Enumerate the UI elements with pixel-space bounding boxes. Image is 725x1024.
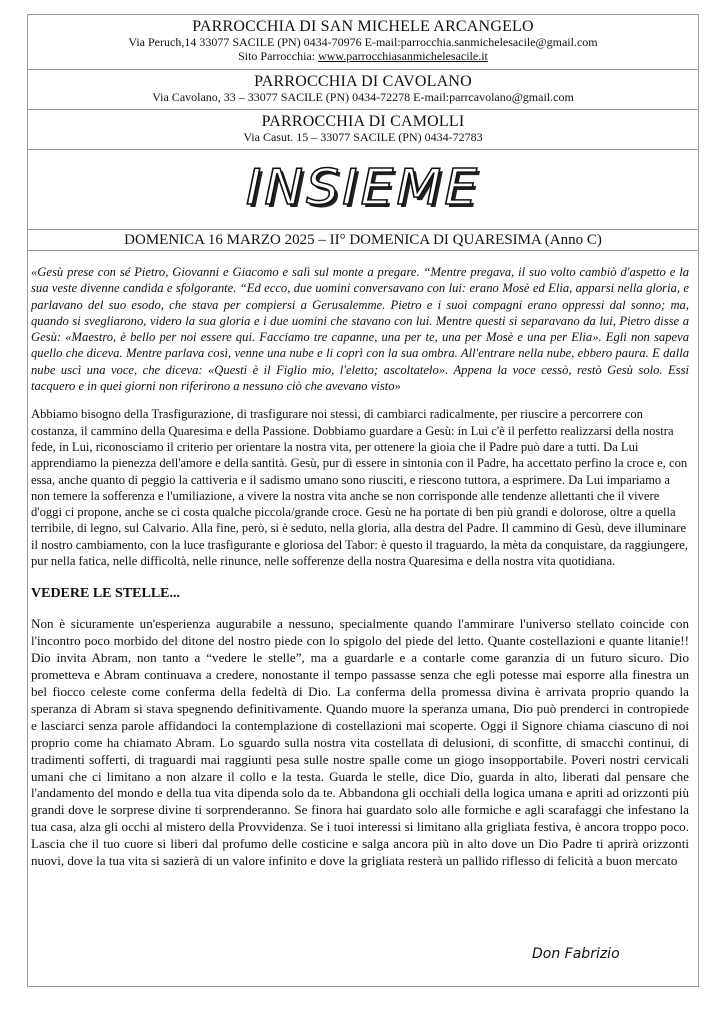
bulletin-content — [31, 264, 689, 870]
author-signature: Don Fabrizio — [532, 946, 620, 962]
website-label: Sito Parrocchia: — [238, 49, 319, 63]
section-heading: VEDERE LE STELLE... — [31, 586, 180, 602]
article-paragraph: Non è sicuramente un'esperienza augurabile a nessuno, specialmente quando l'ammirare l'universo stellato coincide con l'incontro poco morbido del ditone del nostro piede con lo spigolo del piede del letto. Quante costellazioni e quante litanie!! Dio invita Abram, non tanto a “vedere le stelle”, ma a guardarle e a contarle come garanzia di un futuro sicuro. Dio prometteva e Abram continuava a credere, nonostante il tempo passasse senza che egli potesse mai esporre alla finestra un bel fiocco celeste come conferma della fedeltà di Dio. La conferma della promessa divina è arrivata proprio quando la speranza di Abram si stava spegnendo definitivamente. Quando muore la speranza umana, Dio può prenderci in contropiede e lasciarci senza parole affidandoci la contemplazione di costellazioni mai scoperte. Oggi il Signore chiama ciascuno di noi proprio come ha chiamato Abram. Lo sguardo sulla nostra vita costellata di delusioni, di sconfitte, di smacchi continui, di tradimenti sofferti, di traguardi mai raggiunti pesa sulle nostre spalle come un giogo insopportabile. Poveri nostri cervicali umani che ci limitano a non alzare il collo e la testa. Guarda le stelle, dice Dio, guarda in alto, liberati dal pensare che l'andamento del mondo e della tua vita dipenda solo da te. Abbandona gli occhiali della logica umana e apriti ad orizzonti più grandi dove le sorprese divine ti sorprenderanno. Se finora hai guardato solo alle formiche e agli scarafaggi che infestano la tua casa, alza gli occhi al mistero della Provvidenza. Se i tuoi interessi si limitano alla grigliata festiva, è ancora troppo poco. Lascia che il tuo cuore si liberi dal profumo delle costicine e salga ancora più in alto dove un Dio Padre ti aprirà orizzonti nuovi, dove la tua vita si sazierà di un valore infinito e dove la grigliata resterà un pallido riflesso di felicità a buon mercato — [31, 616, 689, 869]
masthead-box — [28, 150, 698, 230]
masthead-title: INSIEME — [245, 159, 481, 217]
parish-san-michele-header — [28, 15, 698, 70]
dateline-box — [28, 230, 698, 251]
parish-camolli-header — [28, 110, 698, 150]
parish-website-line — [28, 49, 698, 63]
parish-name: PARROCCHIA DI SAN MICHELE ARCANGELO — [192, 18, 534, 35]
parish-cavolano-header — [28, 70, 698, 110]
reflection-paragraph: Abbiamo bisogno della Trasfigurazione, di trasfigurare noi stessi, di cambiarci radicalmente, per riuscire a percorrere con costanza, il cammino della Quaresima e della Passione. Dobbiamo guardare a Gesù: in Lui c'è il perfetto realizzarsi della nostra fede, in Lui, riconosciamo il criterio per orientare la nostra vita, per ottenere la gioia che il Padre può dare a tutti. Da Lui apprendiamo la pienezza dell'amore e della santità. Gesù, pur di essere in sintonia con il Padre, ha accettato perfino la croce e, con essa, anche quanto di peggio la cattiveria e il sadismo umano sono riusciti, e riescono tuttora, a esprimere. Da Lui impariamo a non temere la sofferenza e l'umiliazione, a vivere la nostra vita anche se non corrisponde alle tendenze allettanti che il vivere d'oggi ci propone, anche se ci costa qualche piccola/grande croce. Gesù ne ha portate di ben più grandi e dolorose, oltre a quella terribile, di legno, sul Calvario. Alla fine, però, si è seduto, nella gloria, alla destra del Padre. Il cammino di Gesù, deve illuminare il nostro cambiamento, con la luce trasfigurante e gloriosa del Tabor: è questo il traguardo, la mèta da conquistare, da raggiungere, pur nella fatica, nelle difficoltà, nelle rinunce, nelle sofferenze della nostra Quaresima e della nostra vita quotidiana. — [31, 407, 689, 569]
parish-address: Via Casut. 15 – 33077 SACILE (PN) 0434-72783 — [243, 130, 483, 144]
website-link[interactable]: www.parrocchiasanmichelesacile.it — [318, 49, 488, 63]
dateline: DOMENICA 16 MARZO 2025 – II° DOMENICA DI QUARESIMA (Anno C) — [124, 232, 602, 248]
parish-name: PARROCCHIA DI CAVOLANO — [254, 73, 472, 90]
parish-address: Via Peruch,14 33077 SACILE (PN) 0434-70976 E-mail:parrocchia.sanmichelesacile@gmail.com — [128, 35, 598, 49]
gospel-passage: «Gesù prese con sé Pietro, Giovanni e Giacomo e salì sul monte a pregare. “Mentre pregava, il suo volto cambiò d'aspetto e la sua veste divenne candida e sfolgorante. “Ed ecco, due uomini conversavano con lui: erano Mosè ed Elia, apparsi nella gloria, e parlavano del suo esodo, che stava per compiersi a Gerusalemme. Pietro e i suoi compagni erano oppressi dal sonno; ma, quando si svegliarono, videro la sua gloria e i due uomini che stavano con lui. Mentre questi si separavano da lui, Pietro disse a Gesù: «Maestro, è bello per noi essere qui. Facciamo tre capanne, una per te, una per Mosè e una per Elia». Egli non sapeva quello che diceva. Mentre parlava così, venne una nube e li coprì con la sua ombra. All'entrare nella nube, ebbero paura. E dalla nube uscì una voce, che diceva: «Questi è il Figlio mio, l'eletto; ascoltatelo». Appena la voce cessò, restò Gesù solo. Essi tacquero e in quei giorni non riferirono a nessuno ciò che avevano visto» — [31, 265, 689, 394]
parish-address: Via Cavolano, 33 – 33077 SACILE (PN) 0434-72278 E-mail:parrcavolano@gmail.com — [152, 90, 574, 104]
parish-name: PARROCCHIA DI CAMOLLI — [261, 113, 465, 130]
